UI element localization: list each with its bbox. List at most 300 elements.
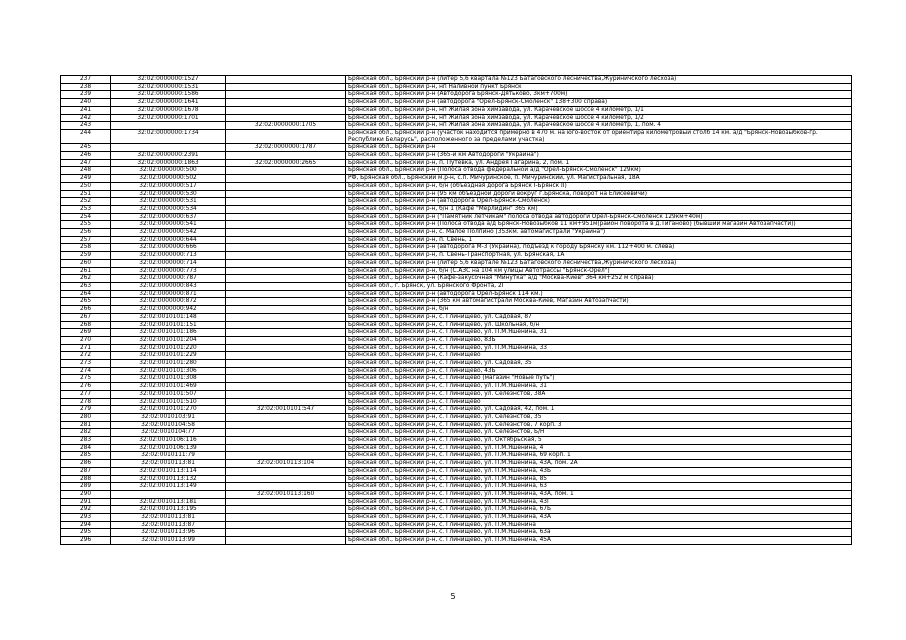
table-row bbox=[61, 475, 852, 483]
row-number-cell: 258 bbox=[61, 244, 111, 252]
table-row bbox=[61, 521, 852, 529]
linked-cadastral-number-cell bbox=[226, 213, 346, 221]
row-number-cell: 261 bbox=[61, 267, 111, 275]
address-cell: Брянская обл., Брянский р-н, с. Глинищево, ул. П.М.Яшенина, 43А, пом. 2А bbox=[346, 460, 852, 468]
address-cell: Брянская обл., Брянский р-н, с. Глинищево, ул. П.М.Яшенина, 69 корп. 1 bbox=[346, 452, 852, 460]
address-cell: Брянская обл., Брянский р-н, с. Глинищево, ул. Садовая, 42, пом. 1 bbox=[346, 406, 852, 414]
address-cell: Брянская обл., Брянский р-н, с. Глинищево, 43Б bbox=[346, 367, 852, 375]
row-number-cell: 260 bbox=[61, 259, 111, 267]
address-cell: Брянская обл., Брянский р-н, с. Глинищево, ул. П.М.Яшенина, 45А bbox=[346, 537, 852, 545]
cadastral-number-cell: 32:02:0010113:87 bbox=[111, 521, 226, 529]
cadastral-number-cell: 32:02:0000000:843 bbox=[111, 282, 226, 290]
cadastral-number-cell: 32:02:0010104:58 bbox=[111, 421, 226, 429]
cadastral-number-cell: 32:02:0010113:99 bbox=[111, 537, 226, 545]
cadastral-number-cell: 32:02:0000000:644 bbox=[111, 236, 226, 244]
linked-cadastral-number-cell: 32:02:0010113:160 bbox=[226, 490, 346, 498]
row-number-cell: 251 bbox=[61, 190, 111, 198]
row-number-cell: 291 bbox=[61, 498, 111, 506]
cadastral-number-cell bbox=[111, 490, 226, 498]
address-cell: РФ, Брянская обл., Брянский м.р-н, с.п. Мичуринское, п. Мичуринский, ул. Магистральная, 18А bbox=[346, 175, 852, 183]
linked-cadastral-number-cell bbox=[226, 444, 346, 452]
table-row bbox=[61, 106, 852, 114]
linked-cadastral-number-cell bbox=[226, 336, 346, 344]
linked-cadastral-number-cell bbox=[226, 390, 346, 398]
address-cell: Брянская обл., Брянский р-н bbox=[346, 144, 852, 152]
row-number-cell: 240 bbox=[61, 99, 111, 107]
row-number-cell: 267 bbox=[61, 313, 111, 321]
linked-cadastral-number-cell bbox=[226, 298, 346, 306]
table-row bbox=[61, 221, 852, 229]
row-number-cell: 238 bbox=[61, 83, 111, 91]
table-row bbox=[61, 306, 852, 314]
address-cell: Брянская обл., Брянский р-н, с. Глинищево, ул. Селезнстов, 35 bbox=[346, 413, 852, 421]
row-number-cell: 237 bbox=[61, 76, 111, 84]
table-row bbox=[61, 514, 852, 522]
row-number-cell: 254 bbox=[61, 213, 111, 221]
cadastral-number-cell: 32:02:0010103:91 bbox=[111, 413, 226, 421]
table-row bbox=[61, 290, 852, 298]
linked-cadastral-number-cell bbox=[226, 475, 346, 483]
address-cell: Брянская обл., Брянский р-н, с. Глинищево, ул. П.М.Яшенина, 43А, пом. 1 bbox=[346, 490, 852, 498]
address-cell: Брянская обл., Брянский р-н, с. Глинищево, ул. П.М.Яшенина, 63а bbox=[346, 529, 852, 537]
row-number-cell: 277 bbox=[61, 390, 111, 398]
table-row bbox=[61, 298, 852, 306]
row-number-cell: 239 bbox=[61, 91, 111, 99]
property-registry-table bbox=[60, 75, 852, 545]
table-row bbox=[61, 252, 852, 260]
linked-cadastral-number-cell bbox=[226, 275, 346, 283]
row-number-cell: 246 bbox=[61, 152, 111, 160]
row-number-cell: 294 bbox=[61, 521, 111, 529]
linked-cadastral-number-cell bbox=[226, 76, 346, 84]
address-cell: Брянская обл., Брянский р-н, с. Глинищево, ул. П.М.Яшенина bbox=[346, 521, 852, 529]
linked-cadastral-number-cell bbox=[226, 190, 346, 198]
cadastral-number-cell: 32:02:0010101:308 bbox=[111, 375, 226, 383]
linked-cadastral-number-cell bbox=[226, 306, 346, 314]
linked-cadastral-number-cell bbox=[226, 129, 346, 143]
address-cell: Брянская обл., Брянский р-н, с. Глинищево, ул. Селезнстов, 38А bbox=[346, 390, 852, 398]
linked-cadastral-number-cell bbox=[226, 106, 346, 114]
cadastral-number-cell bbox=[111, 144, 226, 152]
row-number-cell: 241 bbox=[61, 106, 111, 114]
row-number-cell: 280 bbox=[61, 413, 111, 421]
table-row bbox=[61, 413, 852, 421]
table-row bbox=[61, 360, 852, 368]
linked-cadastral-number-cell bbox=[226, 521, 346, 529]
address-cell: Брянская обл., Брянский р-н, с. Глинищево, ул. П.М.Яшенина, 63 bbox=[346, 483, 852, 491]
cadastral-number-cell: 32:02:0000000:872 bbox=[111, 298, 226, 306]
cadastral-number-cell: 32:02:0010111:79 bbox=[111, 452, 226, 460]
cadastral-number-cell: 32:02:0010106:116 bbox=[111, 437, 226, 445]
linked-cadastral-number-cell bbox=[226, 398, 346, 406]
linked-cadastral-number-cell bbox=[226, 383, 346, 391]
page-number: 5 bbox=[450, 592, 456, 601]
row-number-cell: 282 bbox=[61, 429, 111, 437]
linked-cadastral-number-cell bbox=[226, 221, 346, 229]
address-cell: Брянская обл., Брянский р-н, с. Глинищево, 83Б bbox=[346, 336, 852, 344]
row-number-cell: 278 bbox=[61, 398, 111, 406]
table-row bbox=[61, 213, 852, 221]
row-number-cell: 243 bbox=[61, 122, 111, 130]
linked-cadastral-number-cell: 32:02:0010113:104 bbox=[226, 460, 346, 468]
table-row bbox=[61, 259, 852, 267]
table-row bbox=[61, 159, 852, 167]
linked-cadastral-number-cell bbox=[226, 375, 346, 383]
cadastral-number-cell: 32:02:0000000:942 bbox=[111, 306, 226, 314]
registry-table-body bbox=[61, 76, 852, 545]
row-number-cell: 293 bbox=[61, 514, 111, 522]
row-number-cell: 276 bbox=[61, 383, 111, 391]
table-row bbox=[61, 182, 852, 190]
address-cell: Брянская обл., Брянский р-н, нп Жилая зона химзавода, ул. Карачевское шоссе 4 километр, 1/1 bbox=[346, 106, 852, 114]
address-cell: Брянская обл., Брянский р-н, с. Глинищево, ул. Селезнстов, 7 корп. 3 bbox=[346, 421, 852, 429]
cadastral-number-cell bbox=[111, 122, 226, 130]
linked-cadastral-number-cell bbox=[226, 321, 346, 329]
linked-cadastral-number-cell bbox=[226, 99, 346, 107]
address-cell: Брянская обл., Брянский р-н, с. Глинищево, ул. П.М.Яшенина, 43А bbox=[346, 514, 852, 522]
row-number-cell: 290 bbox=[61, 490, 111, 498]
row-number-cell: 250 bbox=[61, 182, 111, 190]
row-number-cell: 265 bbox=[61, 298, 111, 306]
linked-cadastral-number-cell bbox=[226, 114, 346, 122]
cadastral-number-cell: 32:02:0010101:280 bbox=[111, 360, 226, 368]
linked-cadastral-number-cell bbox=[226, 244, 346, 252]
address-cell: Брянская обл., Брянский р-н, с. Глинищево, ул. П.М.Яшенина, 43Г bbox=[346, 498, 852, 506]
address-cell: Брянская обл., Брянский р-н, с. Глинищево (магазин "Новые путь") bbox=[346, 375, 852, 383]
table-row bbox=[61, 421, 852, 429]
row-number-cell: 295 bbox=[61, 529, 111, 537]
linked-cadastral-number-cell: 32:02:0000000:1705 bbox=[226, 122, 346, 130]
cadastral-number-cell: 32:02:0000000:637 bbox=[111, 213, 226, 221]
row-number-cell: 271 bbox=[61, 344, 111, 352]
address-cell: Брянская обл., Брянский р-н (365 км автомагистрали Москва-Киев, Магазин Автозапчасти) bbox=[346, 298, 852, 306]
cadastral-number-cell: 32:02:0000000:542 bbox=[111, 229, 226, 237]
address-cell: Брянская обл., Брянский р-н, с. Глинищево, ул. П.М.Яшенина, 85 bbox=[346, 475, 852, 483]
cadastral-number-cell: 32:02:0000000:530 bbox=[111, 190, 226, 198]
linked-cadastral-number-cell bbox=[226, 198, 346, 206]
linked-cadastral-number-cell bbox=[226, 267, 346, 275]
address-cell: Брянская обл., Брянский р-н, б/н (объездная дорога Брянск І-Брянск ІІ) bbox=[346, 182, 852, 190]
cadastral-number-cell: 32:02:0000000:871 bbox=[111, 290, 226, 298]
cadastral-number-cell: 32:02:0010101:151 bbox=[111, 321, 226, 329]
row-number-cell: 255 bbox=[61, 221, 111, 229]
cadastral-number-cell: 32:02:0000000:666 bbox=[111, 244, 226, 252]
table-row bbox=[61, 329, 852, 337]
linked-cadastral-number-cell bbox=[226, 152, 346, 160]
table-row bbox=[61, 429, 852, 437]
linked-cadastral-number-cell bbox=[226, 167, 346, 175]
table-row bbox=[61, 122, 852, 130]
table-row bbox=[61, 467, 852, 475]
table-row bbox=[61, 244, 852, 252]
row-number-cell: 286 bbox=[61, 460, 111, 468]
address-cell: Брянская обл., Брянский р-н, с. Глинищево, ул. Селезнстов, Б/Н bbox=[346, 429, 852, 437]
table-row bbox=[61, 352, 852, 360]
table-row bbox=[61, 444, 852, 452]
linked-cadastral-number-cell bbox=[226, 252, 346, 260]
row-number-cell: 281 bbox=[61, 421, 111, 429]
table-row bbox=[61, 198, 852, 206]
linked-cadastral-number-cell: 32:02:0000000:1787 bbox=[226, 144, 346, 152]
table-row bbox=[61, 336, 852, 344]
row-number-cell: 292 bbox=[61, 506, 111, 514]
cadastral-number-cell: 32:02:0010101:186 bbox=[111, 329, 226, 337]
linked-cadastral-number-cell bbox=[226, 483, 346, 491]
row-number-cell: 284 bbox=[61, 444, 111, 452]
address-cell: Брянская обл., Брянский р-н (участок находится примерно в 470 м. на юго-восток от ориентира километровый столб 14 км. а/д "Брянск-Новозыбков-гр. Республики Беларусь", расположенного за пределами участка) bbox=[346, 129, 852, 143]
table-row bbox=[61, 344, 852, 352]
table-row bbox=[61, 91, 852, 99]
row-number-cell: 257 bbox=[61, 236, 111, 244]
cadastral-number-cell: 32:02:0000000:773 bbox=[111, 267, 226, 275]
linked-cadastral-number-cell bbox=[226, 437, 346, 445]
linked-cadastral-number-cell bbox=[226, 467, 346, 475]
cadastral-number-cell: 32:02:0000000:713 bbox=[111, 252, 226, 260]
cadastral-number-cell: 32:02:0010101:306 bbox=[111, 367, 226, 375]
row-number-cell: 269 bbox=[61, 329, 111, 337]
row-number-cell: 264 bbox=[61, 290, 111, 298]
cadastral-number-cell: 32:02:0000000:1701 bbox=[111, 114, 226, 122]
address-cell: Брянская обл., Брянский р-н, б/н bbox=[346, 306, 852, 314]
cadastral-number-cell: 32:02:0010113:149 bbox=[111, 483, 226, 491]
address-cell: Брянская обл., Брянский р-н, б/н (С.АЗС на 104 км улицы Автотрассы "Брянск-Орел") bbox=[346, 267, 852, 275]
address-cell: Брянская обл., Брянский р-н (Полоса отвода федеральной а/д "Орел-Брянск-Смоленск" 129км) bbox=[346, 167, 852, 175]
linked-cadastral-number-cell bbox=[226, 290, 346, 298]
table-row bbox=[61, 498, 852, 506]
row-number-cell: 249 bbox=[61, 175, 111, 183]
address-cell: Брянская обл., Брянский р-н, б/н 1 (Кафе "Мерлидин" 365 км) bbox=[346, 205, 852, 213]
address-cell: Брянская обл., Брянский р-н (литер 5,6 квартале №123 Батаговского лесничества,Журиничского лесхоза) bbox=[346, 259, 852, 267]
row-number-cell: 272 bbox=[61, 352, 111, 360]
linked-cadastral-number-cell bbox=[226, 329, 346, 337]
cadastral-number-cell: 32:02:0010101:510 bbox=[111, 398, 226, 406]
linked-cadastral-number-cell bbox=[226, 236, 346, 244]
cadastral-number-cell: 32:02:0000000:531 bbox=[111, 198, 226, 206]
linked-cadastral-number-cell bbox=[226, 514, 346, 522]
linked-cadastral-number-cell bbox=[226, 83, 346, 91]
table-row bbox=[61, 321, 852, 329]
table-row bbox=[61, 167, 852, 175]
address-cell: Брянская обл., Брянский р-н, с. Малое Полпино (353км. автомагистрали "Украина") bbox=[346, 229, 852, 237]
row-number-cell: 244 bbox=[61, 129, 111, 143]
cadastral-number-cell: 32:02:0000000:1641 bbox=[111, 99, 226, 107]
table-row bbox=[61, 383, 852, 391]
address-cell: Брянская обл., Брянский р-н, с. Глинищево, ул. П.М.Яшенина, 43Б bbox=[346, 467, 852, 475]
cadastral-number-cell: 32:02:0010101:469 bbox=[111, 383, 226, 391]
row-number-cell: 273 bbox=[61, 360, 111, 368]
linked-cadastral-number-cell bbox=[226, 506, 346, 514]
table-row bbox=[61, 313, 852, 321]
address-cell: Брянская обл., Брянский р-н, с. Глинищево, ул. П.М.Яшенина, 67Б bbox=[346, 506, 852, 514]
row-number-cell: 242 bbox=[61, 114, 111, 122]
cadastral-number-cell: 32:02:0000000:787 bbox=[111, 275, 226, 283]
table-row bbox=[61, 175, 852, 183]
address-cell: Брянская обл., г. Брянск, ул. Брянского Фронта, 2Г bbox=[346, 282, 852, 290]
linked-cadastral-number-cell bbox=[226, 413, 346, 421]
row-number-cell: 262 bbox=[61, 275, 111, 283]
row-number-cell: 288 bbox=[61, 475, 111, 483]
address-cell: Брянская обл., Брянский р-н, п. Свень, 1 bbox=[346, 236, 852, 244]
linked-cadastral-number-cell bbox=[226, 229, 346, 237]
linked-cadastral-number-cell bbox=[226, 282, 346, 290]
address-cell: Брянская обл., Брянский р-н (Полоса отвода а/д Брянск-Новозыбков 11 км+951м(район поворота в д.Тиганово) (бывший магазин Автозапчасти)) bbox=[346, 221, 852, 229]
linked-cadastral-number-cell bbox=[226, 421, 346, 429]
linked-cadastral-number-cell bbox=[226, 537, 346, 545]
linked-cadastral-number-cell bbox=[226, 91, 346, 99]
row-number-cell: 247 bbox=[61, 159, 111, 167]
row-number-cell: 248 bbox=[61, 167, 111, 175]
row-number-cell: 279 bbox=[61, 406, 111, 414]
table-row bbox=[61, 529, 852, 537]
table-row bbox=[61, 490, 852, 498]
cadastral-number-cell: 32:02:0010101:270 bbox=[111, 406, 226, 414]
row-number-cell: 287 bbox=[61, 467, 111, 475]
address-cell: Брянская обл., Брянский р-н, п. Путевка, ул. Андрея Гагарина, 2, пом. 1 bbox=[346, 159, 852, 167]
cadastral-number-cell: 32:02:0010113:195 bbox=[111, 506, 226, 514]
cadastral-number-cell: 32:02:0010113:81 bbox=[111, 514, 226, 522]
cadastral-number-cell: 32:02:0000000:500 bbox=[111, 167, 226, 175]
address-cell: Брянская обл., Брянский р-н, с. Глинищево, ул. П.М.Яшенина, 4 bbox=[346, 444, 852, 452]
table-row bbox=[61, 282, 852, 290]
cadastral-number-cell: 32:02:0000000:1734 bbox=[111, 129, 226, 143]
cadastral-number-cell: 32:02:0010113:81 bbox=[111, 460, 226, 468]
table-row bbox=[61, 437, 852, 445]
row-number-cell: 252 bbox=[61, 198, 111, 206]
cadastral-number-cell: 32:02:0000000:1863 bbox=[111, 159, 226, 167]
address-cell: Брянская обл., Брянский р-н, п. Свень-Транспортная, ул. Брянская, 1А bbox=[346, 252, 852, 260]
cadastral-number-cell: 32:02:0000000:1586 bbox=[111, 91, 226, 99]
cadastral-number-cell: 32:02:0000000:502 bbox=[111, 175, 226, 183]
linked-cadastral-number-cell bbox=[226, 175, 346, 183]
cadastral-number-cell: 32:02:0010113:132 bbox=[111, 475, 226, 483]
table-row bbox=[61, 190, 852, 198]
row-number-cell: 263 bbox=[61, 282, 111, 290]
address-cell: Брянская обл., Брянский р-н, с. Глинищево, ул. Садовая, 87 bbox=[346, 313, 852, 321]
cadastral-number-cell: 32:02:0000000:1527 bbox=[111, 76, 226, 84]
linked-cadastral-number-cell bbox=[226, 360, 346, 368]
row-number-cell: 283 bbox=[61, 437, 111, 445]
linked-cadastral-number-cell bbox=[226, 352, 346, 360]
table-row bbox=[61, 375, 852, 383]
row-number-cell: 289 bbox=[61, 483, 111, 491]
table-row bbox=[61, 275, 852, 283]
table-row bbox=[61, 129, 852, 143]
cadastral-number-cell: 32:02:0010113:96 bbox=[111, 529, 226, 537]
table-row bbox=[61, 205, 852, 213]
table-row bbox=[61, 152, 852, 160]
address-cell: Брянская обл., Брянский р-н, с. Глинищево, ул. Садовая, 35 bbox=[346, 360, 852, 368]
table-row bbox=[61, 483, 852, 491]
address-cell: Брянская обл., Брянский р-н (автодорога "Орел-Брянск-Смоленск" 138+300 справа) bbox=[346, 99, 852, 107]
row-number-cell: 245 bbox=[61, 144, 111, 152]
row-number-cell: 266 bbox=[61, 306, 111, 314]
address-cell: Брянская обл., Брянский р-н (Автодорога Брянск-Дятьково, 3км+700м) bbox=[346, 91, 852, 99]
row-number-cell: 268 bbox=[61, 321, 111, 329]
address-cell: Брянская обл., Брянский р-н (литер 5,6 квартала №123 Батаговского лесничества,Журиничского лесхоза) bbox=[346, 76, 852, 84]
address-cell: Брянская обл., Брянский р-н (автодорога Орел-Брянск-Смоленск) bbox=[346, 198, 852, 206]
address-cell: Брянская обл., Брянский р-н (автодорога М-3 (Украина), подъезд к городу Брянску км. 112+400 м. слева) bbox=[346, 244, 852, 252]
address-cell: Брянская обл., Брянский р-н, с. Глинищево bbox=[346, 398, 852, 406]
address-cell: Брянская обл., Брянский р-н, с. Глинищево bbox=[346, 352, 852, 360]
cadastral-number-cell: 32:02:0010113:114 bbox=[111, 467, 226, 475]
cadastral-number-cell: 32:02:0010104:77 bbox=[111, 429, 226, 437]
linked-cadastral-number-cell bbox=[226, 259, 346, 267]
linked-cadastral-number-cell bbox=[226, 498, 346, 506]
table-row bbox=[61, 99, 852, 107]
linked-cadastral-number-cell bbox=[226, 182, 346, 190]
linked-cadastral-number-cell: 32:02:0010101:547 bbox=[226, 406, 346, 414]
linked-cadastral-number-cell bbox=[226, 367, 346, 375]
table-row bbox=[61, 452, 852, 460]
table-row bbox=[61, 267, 852, 275]
cadastral-number-cell: 32:02:0010106:139 bbox=[111, 444, 226, 452]
linked-cadastral-number-cell bbox=[226, 313, 346, 321]
linked-cadastral-number-cell bbox=[226, 452, 346, 460]
cadastral-number-cell: 32:02:0010101:220 bbox=[111, 344, 226, 352]
linked-cadastral-number-cell bbox=[226, 205, 346, 213]
row-number-cell: 256 bbox=[61, 229, 111, 237]
table-row bbox=[61, 460, 852, 468]
address-cell: Брянская обл., Брянский р-н (95 км объездной дороги вокруг г.Брянска, поворот на Елисеевичи) bbox=[346, 190, 852, 198]
cadastral-number-cell: 32:02:0010101:229 bbox=[111, 352, 226, 360]
cadastral-number-cell: 32:02:0000000:541 bbox=[111, 221, 226, 229]
table-row bbox=[61, 236, 852, 244]
row-number-cell: 274 bbox=[61, 367, 111, 375]
cadastral-number-cell: 32:02:0010101:204 bbox=[111, 336, 226, 344]
table-row bbox=[61, 229, 852, 237]
table-row bbox=[61, 406, 852, 414]
address-cell: Брянская обл., Брянский р-н (Кафе-закусочная "Минутка" а/д "Москва-Киев" 364 км+252 м справа) bbox=[346, 275, 852, 283]
row-number-cell: 259 bbox=[61, 252, 111, 260]
cadastral-number-cell: 32:02:0000000:2391 bbox=[111, 152, 226, 160]
table-row bbox=[61, 83, 852, 91]
cadastral-number-cell: 32:02:0000000:714 bbox=[111, 259, 226, 267]
address-cell: Брянская обл., Брянский р-н, нп Жилая зона химзавода, ул. Карачевское шоссе 4 километр, 1/2 bbox=[346, 114, 852, 122]
table-row bbox=[61, 144, 852, 152]
address-cell: Брянская обл., Брянский р-н (365-й км Автодороги "Украина") bbox=[346, 152, 852, 160]
row-number-cell: 270 bbox=[61, 336, 111, 344]
linked-cadastral-number-cell bbox=[226, 344, 346, 352]
cadastral-number-cell: 32:02:0010101:507 bbox=[111, 390, 226, 398]
table-row bbox=[61, 506, 852, 514]
address-cell: Брянская обл., Брянский р-н, с. Глинищево, ул. Школьная, б/н bbox=[346, 321, 852, 329]
linked-cadastral-number-cell: 32:02:0000000:2665 bbox=[226, 159, 346, 167]
address-cell: Брянская обл., Брянский р-н, с. Глинищево, ул. Октябрьская, 5 bbox=[346, 437, 852, 445]
row-number-cell: 253 bbox=[61, 205, 111, 213]
row-number-cell: 296 bbox=[61, 537, 111, 545]
cadastral-number-cell: 32:02:0010113:181 bbox=[111, 498, 226, 506]
table-row bbox=[61, 114, 852, 122]
row-number-cell: 285 bbox=[61, 452, 111, 460]
table-row bbox=[61, 390, 852, 398]
cadastral-number-cell: 32:02:0000000:517 bbox=[111, 182, 226, 190]
address-cell: Брянская обл., Брянский р-н, нп Жилая зона химзавода, ул. Карачевское шоссе 4 километр, 1, пом. 4 bbox=[346, 122, 852, 130]
table-row bbox=[61, 398, 852, 406]
address-cell: Брянская обл., Брянский р-н ("Памятник летчикам" полоса отвода автодороги Орел-Брянск-Смоленск 129км+40м) bbox=[346, 213, 852, 221]
address-cell: Брянская обл., Брянский р-н, с. Глинищево, ул. П.М.Яшенина, 31 bbox=[346, 383, 852, 391]
cadastral-number-cell: 32:02:0000000:1678 bbox=[111, 106, 226, 114]
row-number-cell: 275 bbox=[61, 375, 111, 383]
table-row bbox=[61, 367, 852, 375]
table-row bbox=[61, 537, 852, 545]
address-cell: Брянская обл., Брянский р-н (автодорога Орел-Брянск 114 км.) bbox=[346, 290, 852, 298]
cadastral-number-cell: 32:02:0000000:1531 bbox=[111, 83, 226, 91]
address-cell: Брянская обл., Брянский р-н, с. Глинищево, ул. П.М.Яшенина, 31 bbox=[346, 329, 852, 337]
linked-cadastral-number-cell bbox=[226, 529, 346, 537]
cadastral-number-cell: 32:02:0010101:148 bbox=[111, 313, 226, 321]
table-row bbox=[61, 76, 852, 84]
cadastral-number-cell: 32:02:0000000:534 bbox=[111, 205, 226, 213]
